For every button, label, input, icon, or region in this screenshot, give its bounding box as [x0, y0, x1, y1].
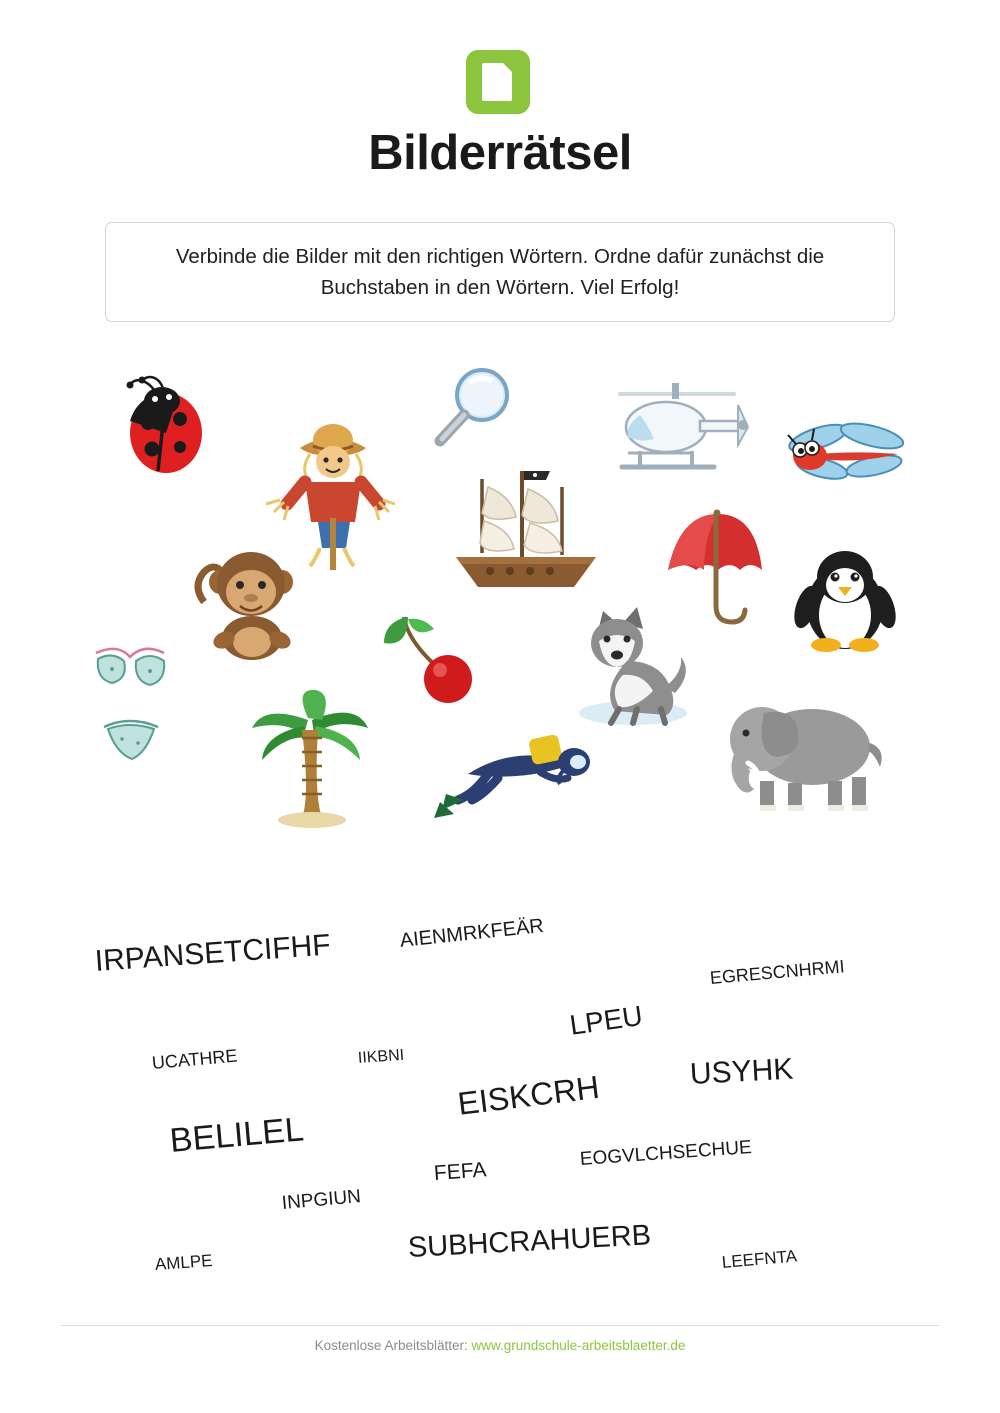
- scrambled-word[interactable]: IRPANSETCIFHF: [93, 928, 332, 978]
- picture-cherry[interactable]: [382, 605, 487, 720]
- page-title: Bilderrätsel: [368, 126, 632, 180]
- picture-monkey[interactable]: [190, 540, 310, 660]
- picture-husky[interactable]: [565, 605, 700, 730]
- picture-elephant[interactable]: [720, 695, 880, 820]
- scrambled-word[interactable]: EISKCRH: [455, 1068, 602, 1122]
- scrambled-word[interactable]: AIENMRKFEÄR: [398, 914, 545, 952]
- scrambled-word[interactable]: USYHK: [689, 1052, 795, 1091]
- picture-penguin[interactable]: [790, 545, 900, 655]
- picture-diver[interactable]: [432, 730, 602, 820]
- picture-pirate-ship[interactable]: [440, 465, 610, 595]
- picture-magnifying-glass[interactable]: [430, 365, 520, 455]
- scrambled-word[interactable]: SUBHCRAHUERB: [407, 1219, 652, 1264]
- scrambled-word[interactable]: IIKBNI: [357, 1046, 405, 1067]
- scrambled-word[interactable]: BELILEL: [168, 1110, 306, 1160]
- picture-helicopter[interactable]: [600, 375, 750, 490]
- scrambled-word[interactable]: EGRESCNHRMI: [709, 956, 846, 988]
- scrambled-word[interactable]: AMLPE: [154, 1251, 214, 1274]
- instruction-box: [105, 222, 895, 322]
- picture-dragonfly[interactable]: [780, 410, 910, 505]
- footer: [0, 1338, 1000, 1353]
- site-logo-icon: [466, 50, 530, 114]
- picture-bikini[interactable]: [90, 635, 190, 760]
- scrambled-word[interactable]: EOGVLCHSECHUE: [579, 1137, 753, 1170]
- picture-ladybug[interactable]: [118, 375, 218, 485]
- scrambled-word[interactable]: LEEFNTA: [721, 1246, 798, 1272]
- footer-divider: [60, 1325, 940, 1326]
- scrambled-words-area: [0, 890, 1000, 1290]
- picture-palm-tree[interactable]: [250, 690, 370, 820]
- footer-url[interactable]: www.grundschule-arbeitsblaetter.de: [471, 1338, 686, 1353]
- scrambled-word[interactable]: INPGIUN: [281, 1186, 362, 1214]
- scrambled-word[interactable]: FEFA: [433, 1158, 488, 1185]
- pictures-area: [0, 350, 1000, 870]
- scrambled-word[interactable]: UCATHRE: [151, 1045, 239, 1073]
- instruction-text: Verbinde die Bilder mit den richtigen Wörtern. Ordne dafür zunächst die Buchstaben in den Wörtern. Viel Erfolg!: [175, 245, 825, 299]
- scrambled-word[interactable]: LPEU: [567, 999, 645, 1041]
- footer-text: Kostenlose Arbeitsblätter:: [314, 1338, 472, 1353]
